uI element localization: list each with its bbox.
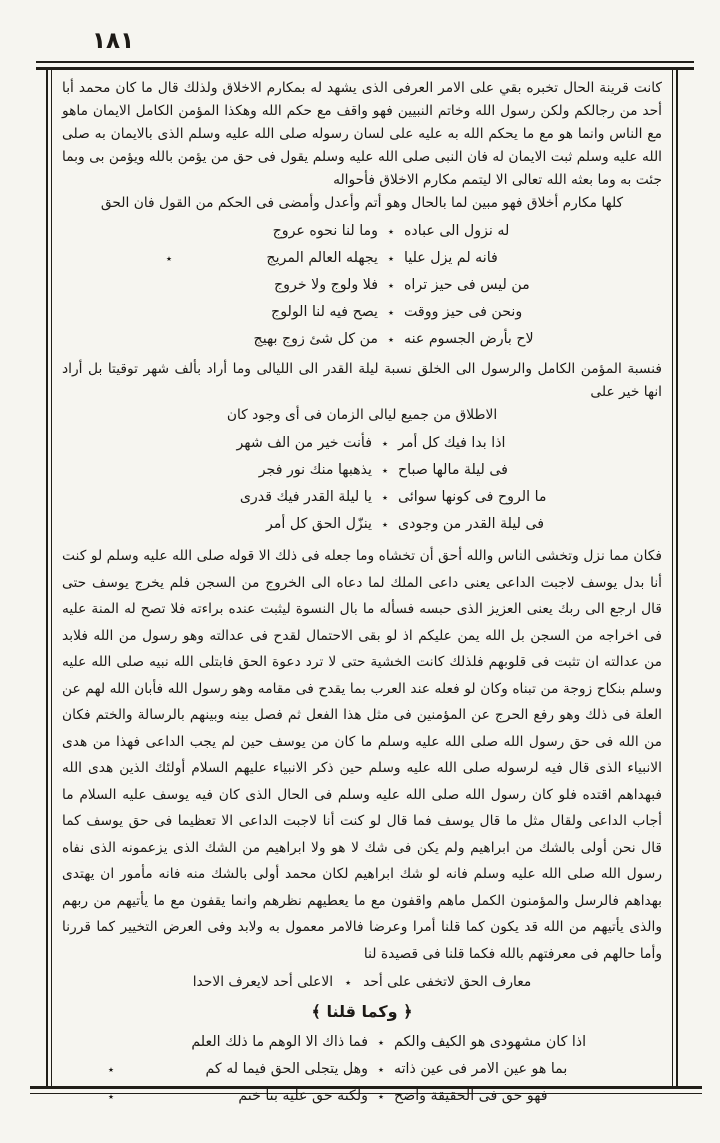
star-divider-icon: ٭ bbox=[378, 1036, 384, 1049]
paragraph-3: فكان مما نزل وتخشى الناس والله أحق أن تخشاه وما جعله فى ذلك الا قوله صلى الله عليه وسلم لو كنت أنا بدل يوسف لاجبت الداعى يعنى داعى الملك لما دعاه الى الخروج من السجن فلم يخرج يوسف حتى قال ارجع الى ربك يعنى العزيز الذى حبسه فسأله ما بال النسوة ليثبت عنده براءته فلا تصح له المنة عليه فى اخراجه من السجن بل الله يمن عليكم اذ لو بقى الاحتمال لقدح فى عدالته وهو رسول من الله فلابد من عدالته ان تثبت فى قلوبهم فلذلك كانت الخشية حتى لا ترد دعوة الحق فابتلى الله نبيه صلى الله عليه وسلم بنكاح زوجة من تبناه وكان لو فعله عند العرب بما يقدح فى مقامه وهو رسول الله فأبان الله لهم عن العلة فى ذلك وهو رفع الحرج عن المؤمنين فى مثل هذا الفعل ثم فصل بينه وبينهم بالرسالة والختم فكان من الله فى حق رسول الله صلى الله عليه وسلم ما كان من يوسف حين لم يجب الداعى فهذا من هدى الانبياء الذى قال فيه لرسوله صلى الله عليه وسلم حين ذكر الانبياء عليهم السلام أولئك الذين هدى الله فبهداهم اقتده فلو كان رسول الله صلى الله عليه وسلم فى الحال الذى كان فيه يوسف عليه السلام ما أجاب الداعى ولقال مثل ما قال يوسف فما قال لو كنت أنا لاجبت الداعى الا تعظيما فى حق يوسف كما قال نحن أولى بالشك من ابراهيم ولم يكن فى شك لا هو ولا ابراهيم من الشك الذى يزعمونه الذى نفاه رسول الله صلى الله عليه وسلم فانه لو شك ابراهيم لكان محمد أولى بالشك منه فانه مأمور ان يهتدى بهداهم فالرسل والمؤمنون الكمل ماهم واقفون مع ما يعطيهم نظرهم وانما يقفون مع ما يأتيهم من ربهم والذى يأتيهم من الله قد يكون كما قلنا أمرا وعرضا فالامر معمول به ولابد وفى العرض التخيير كما قررنا وأما حالهم فى معرفتهم بالله فكما قلنا فى قصيدة لنا bbox=[62, 548, 662, 962]
verse-line bbox=[62, 218, 662, 245]
verse-line bbox=[62, 511, 662, 538]
star-divider-icon: ٭ bbox=[388, 279, 394, 292]
star-divider-icon: ٭ bbox=[388, 333, 394, 346]
hemistich-right: من ليس فى حيز تراه bbox=[404, 277, 530, 293]
hemistich-left: يا ليلة القدر فيك قدرى bbox=[239, 489, 372, 505]
verse-line bbox=[62, 430, 662, 457]
hemistich-left: فما ذاك الا الوهم ما ذلك العلم bbox=[191, 1034, 368, 1050]
paragraph-1: كانت قرينة الحال تخبره بقي على الامر العرفى الذى يشهد له بمكارم الاخلاق ولذلك قال ما كان محمد أبا أحد من رجالكم ولكن رسول الله وخاتم النبيين فهو واقف مع حكم الله وهكذا المؤمن الكامل الايمان ماهو مع الناس وانما هو مع ما يحكم الله به عليه على لسان رسوله صلى الله عليه وسلم الذى بالايمان به صلى الله عليه وسلم ثبت الايمان له فان النبى صلى الله عليه وسلم يقول فى حق من يؤمن بالله ويؤمن بى وبما جئت به وما بعثه الله تعالى الا ليتمم مكارم الاخلاق فأحواله bbox=[62, 80, 662, 188]
hemistich-right: لاح بأرض الجسوم عنه bbox=[404, 331, 534, 347]
margin-star-icon: ٭ bbox=[166, 252, 172, 265]
hemistich-left: ولكنه حق عليه بنا ختم bbox=[238, 1088, 368, 1104]
poem-witnessing bbox=[62, 1029, 662, 1110]
ornament-text: وكما قلنا bbox=[326, 1002, 398, 1021]
hemistich-right: اذا بدا فيك كل أمر bbox=[398, 435, 506, 451]
hemistich-right: بما هو عين الامر فى عين ذاته bbox=[394, 1061, 568, 1077]
poem-laylat-alqadr bbox=[62, 430, 662, 538]
verse-line bbox=[62, 484, 662, 511]
hemistich-left: وما لنا نحوه عروج bbox=[272, 223, 378, 239]
star-divider-icon: ٭ bbox=[382, 491, 388, 504]
verse-line bbox=[62, 299, 662, 326]
poem-descent bbox=[62, 218, 662, 353]
ornate-open-bracket-icon: ﴿ bbox=[403, 1002, 413, 1021]
section-ornament bbox=[62, 998, 662, 1026]
closing-verse bbox=[62, 970, 662, 995]
hemistich-left: يصح فيه لنا الولوج bbox=[271, 304, 378, 320]
margin-star-icon: ٭ bbox=[108, 1063, 114, 1076]
star-divider-icon: ٭ bbox=[345, 976, 352, 989]
top-rule bbox=[36, 61, 694, 70]
hemistich-left: فأنت خير من الف شهر bbox=[236, 435, 372, 451]
page-number: ١٨١ bbox=[92, 28, 135, 54]
hemistich-left: من كل شئ زوج بهيج bbox=[253, 331, 378, 347]
hemistich-left: وهل يتجلى الحق فيما له كم bbox=[205, 1061, 368, 1077]
star-divider-icon: ٭ bbox=[382, 437, 388, 450]
text-frame bbox=[46, 70, 678, 1104]
verse-line bbox=[62, 1029, 662, 1056]
star-divider-icon: ٭ bbox=[388, 306, 394, 319]
paragraph-1-centered-tail: كلها مكارم أخلاق فهو مبين لما بالحال وهو أتم وأعدل وأمضى فى الحكم من القول فان الحق bbox=[100, 195, 624, 211]
hemistich-right: فى ليلة مالها صباح bbox=[398, 462, 508, 478]
text-frame-inner bbox=[51, 70, 673, 1104]
hemistich-right: فى ليلة القدر من وجودى bbox=[398, 516, 545, 532]
hemistich-left: يجهله العالم المريج bbox=[266, 250, 378, 266]
star-divider-icon: ٭ bbox=[378, 1090, 384, 1103]
star-divider-icon: ٭ bbox=[382, 464, 388, 477]
verse-line bbox=[62, 457, 662, 484]
star-divider-icon: ٭ bbox=[388, 225, 394, 238]
bottom-rule bbox=[30, 1086, 702, 1094]
hemistich-right: معارف الحق لاتخفى على أحد bbox=[363, 974, 532, 990]
verse-line bbox=[62, 272, 662, 299]
verse-line bbox=[62, 1056, 662, 1083]
hemistich-left: ينزّل الحق كل أمر bbox=[265, 516, 372, 532]
verse-line bbox=[62, 326, 662, 353]
star-divider-icon: ٭ bbox=[378, 1063, 384, 1076]
paragraph-2-centered-tail: الاطلاق من جميع ليالى الزمان فى أى وجود كان bbox=[226, 407, 498, 423]
hemistich-left: يذهبها منك نور فجر bbox=[258, 462, 372, 478]
hemistich-right: اذا كان مشهودى هو الكيف والكم bbox=[394, 1034, 587, 1050]
star-divider-icon: ٭ bbox=[382, 518, 388, 531]
hemistich-left: الاعلى أحد لايعرف الاحدا bbox=[192, 974, 334, 990]
hemistich-left: فلا ولوج ولا خروج bbox=[274, 277, 378, 293]
paragraph-2: فنسبة المؤمن الكامل والرسول الى الخلق نسبة ليلة القدر الى الليالى وما أراد بألف شهر توقيتا بل أراد انها خير على bbox=[62, 361, 662, 400]
ornate-close-bracket-icon: ﴾ bbox=[311, 1002, 321, 1021]
hemistich-right: فهو حق فى الحقيقة واضح bbox=[394, 1088, 548, 1104]
margin-star-icon: ٭ bbox=[108, 1090, 114, 1103]
hemistich-right: ونحن فى حيز ووقت bbox=[404, 304, 523, 320]
verse-line bbox=[62, 245, 662, 272]
hemistich-right: فانه لم يزل عليا bbox=[404, 250, 498, 266]
hemistich-right: له نزول الى عباده bbox=[404, 223, 510, 239]
hemistich-right: ما الروح فى كونها سوائى bbox=[398, 489, 547, 505]
star-divider-icon: ٭ bbox=[388, 252, 394, 265]
